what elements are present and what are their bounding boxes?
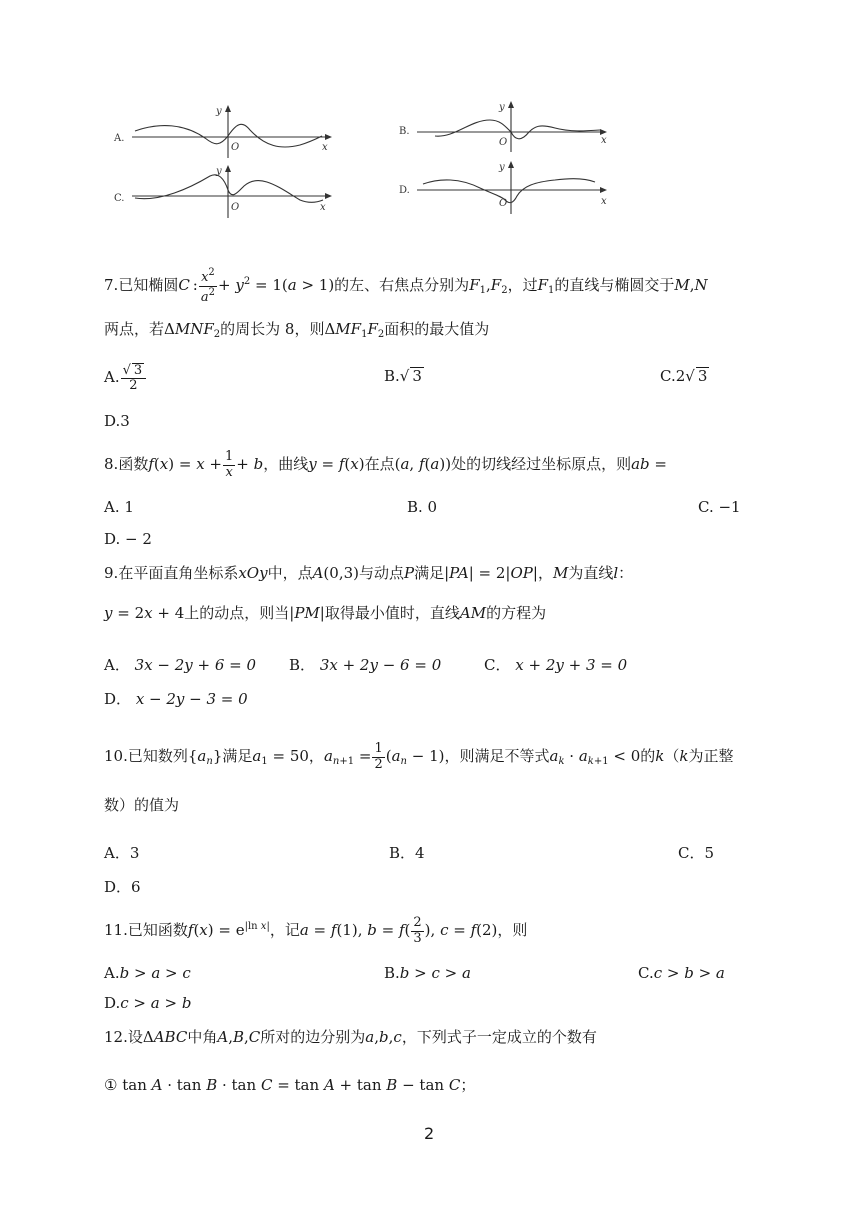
graph-c-letter: C. — [114, 193, 125, 204]
q9-option-a[interactable]: A． 3x − 2y + 6 = 0 — [104, 656, 257, 674]
q7-option-a[interactable]: A. $\frac{√ 3}{2}$ — [104, 358, 147, 396]
q7-line2: 两点，若$\Delta MNF_2$的周长为 8，则$\Delta MF_1F_2$面积的最大值为 — [104, 320, 490, 340]
q11-option-b[interactable]: B.b > c > a — [384, 964, 471, 982]
q9-option-d[interactable]: D． x − 2y − 3 = 0 — [104, 690, 248, 708]
graph-option-b — [395, 98, 625, 158]
graph-d-letter: D. — [399, 185, 410, 196]
q11-option-c[interactable]: C.c > b > a — [638, 964, 725, 982]
q9-option-b[interactable]: B． 3x + 2y − 6 = 0 — [289, 656, 442, 674]
graph-b-letter: B. — [399, 126, 410, 137]
q11-option-a[interactable]: A.b > a > c — [104, 964, 191, 982]
q7-option-c[interactable]: C.2√ 3 — [660, 367, 708, 385]
q12-item-1: ① tan A · tan B · tan C = tan A + tan B − tan C； — [104, 1076, 476, 1094]
graph-option-c — [110, 160, 340, 220]
svg-text:y: y — [216, 166, 222, 177]
q11-option-d[interactable]: D.c > a > b — [104, 994, 192, 1012]
q9-option-c[interactable]: C． x + 2y + 3 = 0 — [484, 656, 628, 674]
svg-text:x: x — [322, 142, 328, 153]
svg-text:x: x — [601, 196, 607, 207]
svg-text:O: O — [231, 202, 240, 213]
svg-text:x: x — [601, 135, 607, 146]
q10-option-b[interactable]: B．4 — [389, 844, 425, 862]
svg-text:x: x — [320, 202, 326, 213]
q9-line2: y = 2x + 4上的动点，则当|PM|取得最小值时，直线AM的方程为 — [104, 604, 547, 622]
svg-text:y: y — [499, 162, 505, 173]
q8-option-b[interactable]: B. 0 — [407, 498, 438, 516]
q7-option-d[interactable]: D.3 — [104, 412, 130, 430]
svg-text:O: O — [231, 142, 240, 153]
q7-option-b[interactable]: B.√ 3 — [384, 367, 422, 385]
svg-text:y: y — [499, 102, 505, 113]
q10-line1: 10.已知数列$\{a_n\}$满足$a_1 = 50$，$a_{n+1}$ = $\frac{1}{2}$ $(a_n - 1)$，则满足不等式$a_k \cdot a_{k+1} < 0$的k（k为正整 — [104, 741, 734, 772]
q12-line1: 12.设ΔABC中角A,B,C所对的边分别为a,b,c，下列式子一定成立的个数有 — [104, 1028, 597, 1046]
graph-option-a — [110, 100, 340, 160]
q10-option-a[interactable]: A．3 — [104, 844, 140, 862]
q11-line1: 11.已知函数$f(x) = e^{|ln x|}$，记a = f(1), b = f( $\frac{2}{3}$ ), c = f(2)，则 — [104, 915, 528, 946]
q8-line1: 8.函数f(x) = x + $\frac{1}{x}$ + b，曲线y = f(x)在点(a, f(a))处的切线经过坐标原点，则ab = — [104, 449, 667, 480]
svg-text:y: y — [216, 106, 222, 117]
q10-option-c[interactable]: C．5 — [678, 844, 715, 862]
q10-line2: 数）的值为 — [104, 796, 180, 814]
q7-line1: 7.已知椭圆C : $\frac{x^2}{a^2}$ + $y^2 = 1(a > 1)$的左、右焦点分别为$F_1,F_2$，过$F_1$的直线与椭圆交于M,N — [104, 267, 708, 305]
q10-option-d[interactable]: D．6 — [104, 878, 141, 896]
svg-text:O: O — [499, 137, 508, 148]
q8-option-c[interactable]: C. −1 — [698, 498, 741, 516]
q9-line1: 9.在平面直角坐标系xOy中，点A(0,3)与动点P满足|PA| = 2|OP|，M为直线l： — [104, 564, 634, 582]
graph-option-d — [395, 160, 625, 220]
page-number: 2 — [424, 1124, 435, 1143]
q8-option-a[interactable]: A. 1 — [104, 498, 134, 516]
q8-option-d[interactable]: D. − 2 — [104, 530, 152, 548]
svg-text:O: O — [499, 198, 508, 209]
graph-a-letter: A. — [114, 133, 125, 144]
